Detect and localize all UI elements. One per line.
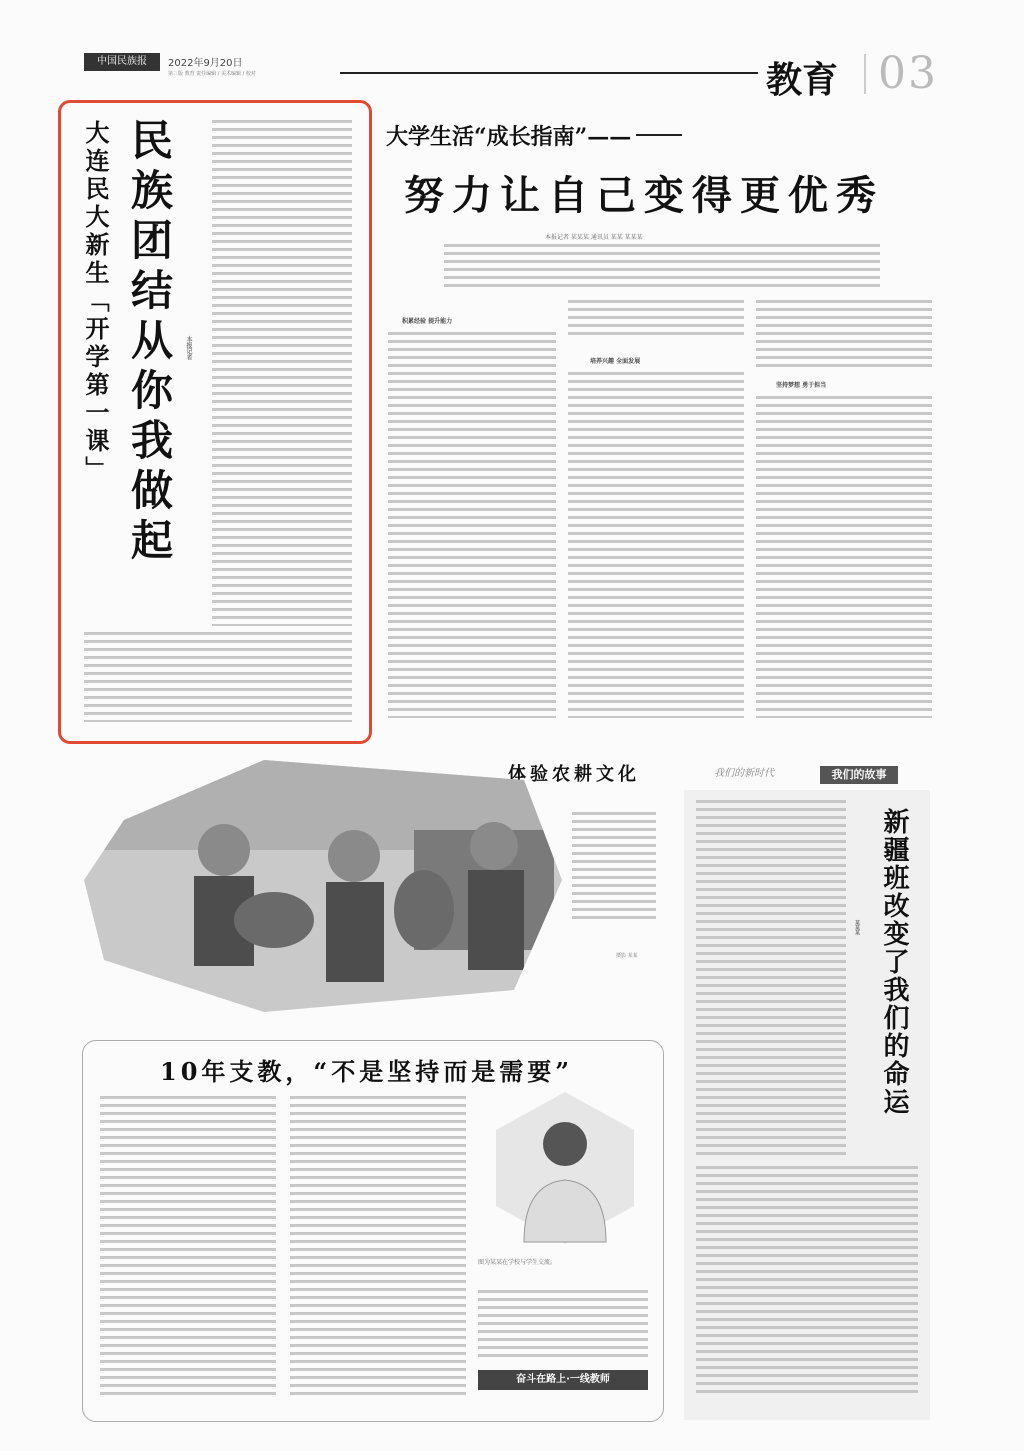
feature-byline: 本报记者 某某某 通讯员 某某 某某某 [545, 234, 643, 241]
feature-column-1 [388, 332, 556, 718]
masthead-date: 2022年9月20日 [168, 58, 243, 69]
masthead-subline: 第三版 教育 责任编辑 / 美术编辑 / 校对 [168, 71, 256, 77]
section-name: 教育 [766, 60, 839, 101]
feature-subhead-3: 坚持梦想 勇于担当 [776, 382, 827, 389]
bottom-story-column-1 [100, 1096, 276, 1396]
bottom-story-headline: 10年支教，“不是坚持而是需要” [160, 1057, 574, 1086]
feature-column-3 [756, 396, 932, 718]
photo-credit: 摄影 某某 [616, 953, 638, 959]
masthead-rule [340, 72, 758, 74]
page-number: 03 [878, 48, 938, 99]
feature-subhead-2: 培养兴趣 全面发展 [590, 358, 641, 365]
side-column-byline: 某某某 [854, 920, 860, 935]
feature-headline: 努力让自己变得更优秀 [404, 173, 884, 219]
photo-story-text [572, 812, 656, 922]
lead-story-subtitle: 大连民大新生「开学第一课」 [81, 120, 110, 484]
lead-story-title: 民族团结从你我做起 [125, 118, 174, 568]
teacher-portrait [496, 1092, 634, 1244]
column-tag-right: 我们的故事 [820, 766, 898, 784]
feature-kicker: 大学生活“成长指南”—— [386, 124, 632, 150]
feature-column-3-top [756, 300, 932, 370]
photo-story-title: 体验农耕文化 [508, 764, 640, 785]
masthead-logo: 中国民族报 [84, 53, 160, 71]
column-tag-left: 我们的新时代 [714, 768, 774, 779]
portrait-caption: 图为某某在学校与学生交流。 [478, 1259, 557, 1266]
lead-story-body-column [212, 120, 352, 626]
side-column-body-bottom [696, 1166, 918, 1396]
bottom-story-column-2 [290, 1096, 466, 1396]
bottom-story-banner: 奋斗在路上·一线教师 [478, 1370, 648, 1390]
bottom-story-column-3 [478, 1290, 648, 1360]
lead-story-body-bottom [84, 632, 352, 722]
side-column-body-top [696, 800, 846, 1160]
side-column-title: 新疆班改变了我们的命运 [879, 808, 909, 1116]
page-number-divider [864, 54, 866, 94]
feature-lede [444, 244, 880, 288]
lead-story-author: 本报记者 [185, 336, 192, 360]
kicker-rule [636, 134, 682, 136]
feature-subhead-1: 积累经验 提升能力 [402, 318, 453, 325]
farm-culture-photo [84, 760, 562, 1012]
feature-column-2-top [568, 300, 744, 340]
feature-column-2 [568, 372, 744, 718]
